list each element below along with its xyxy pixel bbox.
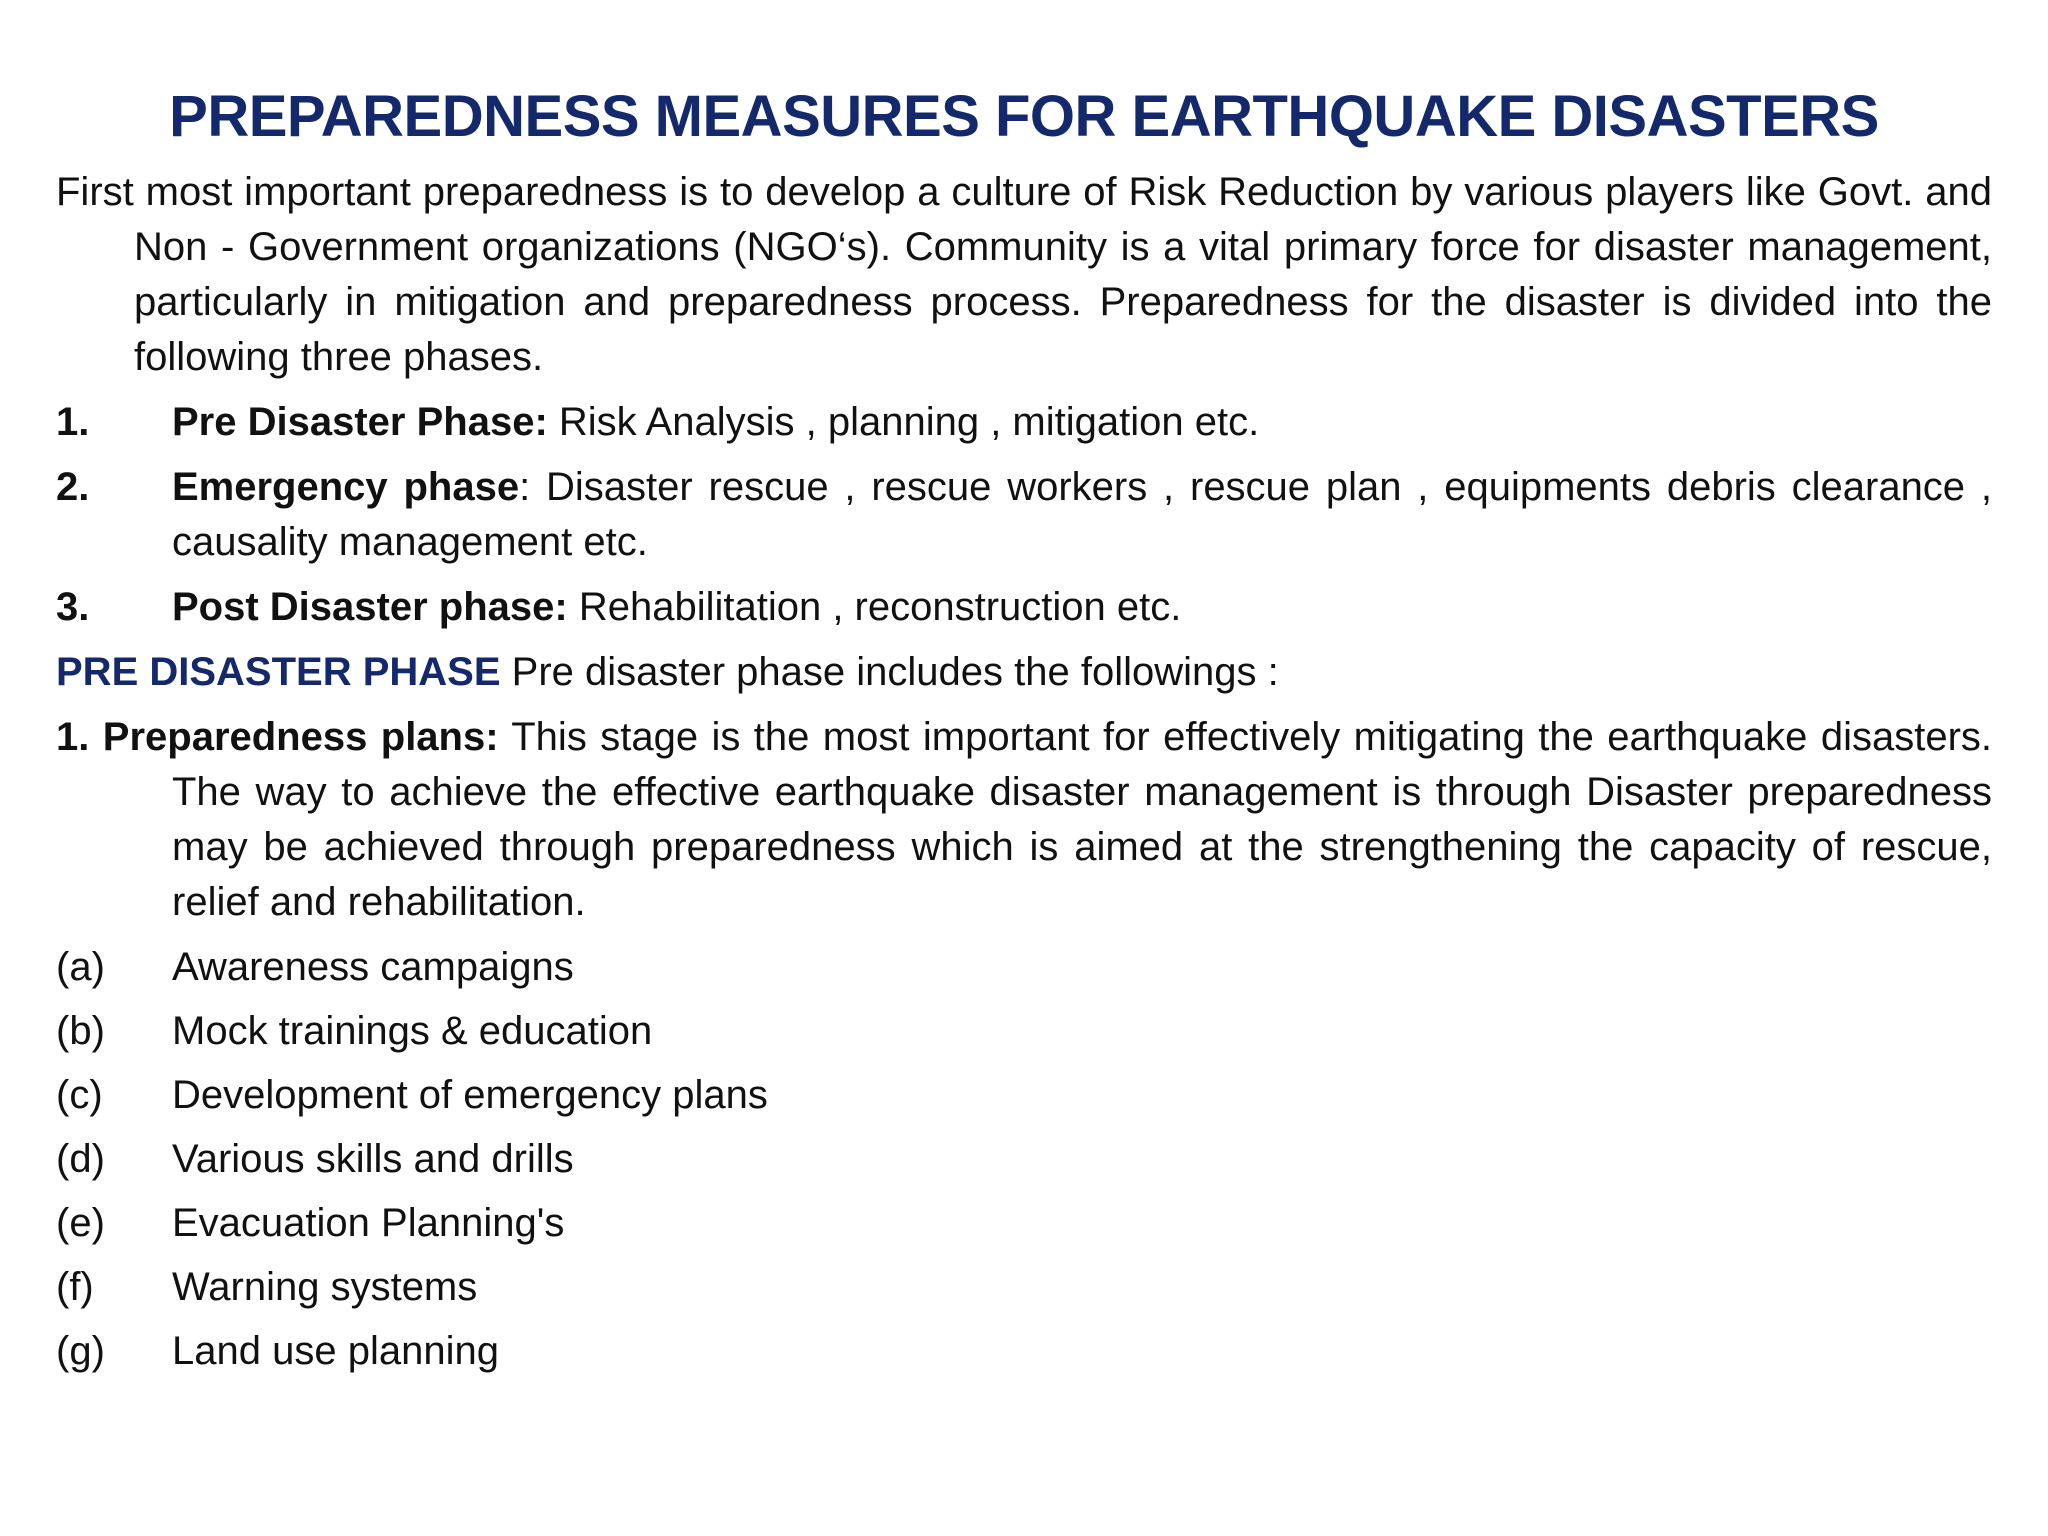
section-intro-text: Pre disaster phase includes the followings : [500, 649, 1279, 694]
phase-label: Pre Disaster Phase: [172, 399, 548, 444]
list-item [56, 1132, 1992, 1187]
list-item [56, 1196, 1992, 1251]
phase-description: Rehabilitation , reconstruction etc. [567, 584, 1182, 629]
phase-item-post-disaster [56, 580, 1992, 635]
list-item-marker: (g) [56, 1328, 105, 1373]
phase-label: Post Disaster phase: [172, 584, 568, 629]
list-item-text: Warning systems [172, 1264, 478, 1309]
list-item-marker: (c) [56, 1072, 103, 1117]
list-item-text: Development of emergency plans [172, 1072, 768, 1117]
phase-label: Emergency phase [172, 464, 520, 509]
section-heading: PRE DISASTER PHASE [56, 649, 501, 694]
list-item-marker: (f) [56, 1264, 94, 1309]
list-item [56, 1068, 1992, 1123]
slide-title: PREPAREDNESS MEASURES FOR EARTHQUAKE DISASTERS [169, 84, 1879, 149]
list-item-text: Various skills and drills [172, 1136, 574, 1181]
list-item [56, 1324, 1992, 1379]
list-item-text: Evacuation Planning's [172, 1200, 565, 1245]
list-item-marker: (b) [56, 1008, 105, 1053]
intro-paragraph: First most important preparedness is to develop a culture of Risk Reduction by various players like Govt. and Non - Government organizations (NGO‘s). Community is a vital primary force for disaster management, particularly in mitigation and preparedness process. Preparedness for the disaster is divided into the following three phases. [56, 169, 1992, 379]
list-item-marker: (e) [56, 1200, 105, 1245]
list-item-text: Mock trainings & education [172, 1008, 653, 1053]
pre-disaster-section [56, 645, 1992, 700]
phase-description: Risk Analysis , planning , mitigation etc. [547, 399, 1260, 444]
phase-number: 2. [56, 464, 90, 509]
phase-number: 1. [56, 399, 90, 444]
phase-item-emergency [56, 460, 1992, 570]
phase-number: 3. [56, 584, 90, 629]
phase-item-pre-disaster [56, 395, 1992, 450]
list-item [56, 940, 1992, 995]
list-item [56, 1004, 1992, 1059]
preparedness-plans-text: This stage is the most important for effectively mitigating the earthquake disasters. The way to achieve the effective earthquake disaster management is through Disaster preparedness may be achieved through preparedness which is aimed at the strengthening the capacity of rescue, relief and rehabilitation. [172, 714, 1992, 924]
preparedness-sub-list [56, 940, 1992, 1379]
preparedness-plans-paragraph [56, 710, 1992, 930]
list-item-marker: (d) [56, 1136, 105, 1181]
phases-list [56, 395, 1992, 635]
list-item-marker: (a) [56, 944, 105, 989]
preparedness-plans-label: 1. Preparedness plans: [56, 714, 499, 759]
list-item-text: Awareness campaigns [172, 944, 574, 989]
list-item [56, 1260, 1992, 1315]
list-item-text: Land use planning [172, 1328, 499, 1373]
phase-description: : Disaster rescue , rescue workers , rescue plan , equipments debris clearance , causality management etc. [172, 464, 1992, 564]
